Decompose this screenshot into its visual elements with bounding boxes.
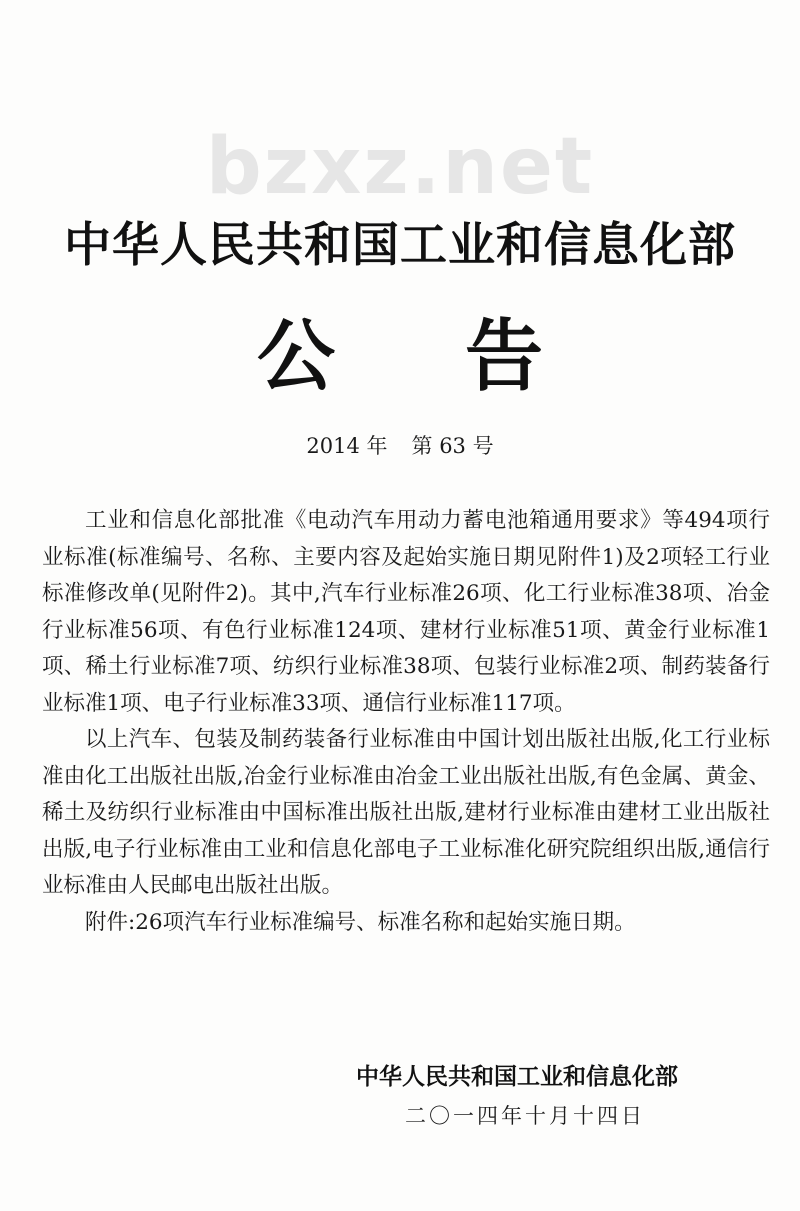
sign-date: 二〇一四年十月十四日 — [405, 1104, 645, 1128]
notice-title-char-2: 告 — [465, 312, 544, 402]
announcement-body — [42, 503, 770, 941]
body-paragraph-2: 以上汽车、包装及制药装备行业标准由中国计划出版社出版,化工行业标准由化工出版社出版,冶金行业标准由冶金工业出版社出版,有色金属、黄金、稀土及纺织行业标准由中国标准出版社出版,建材行业标准由建材工业出版社出版,电子行业标准由工业和信息化部电子工业标准化研究院组织出版,通信行业标准由人民邮电出版社出版。 — [42, 727, 770, 898]
issue-no: 第 63 号 — [411, 434, 494, 458]
body-paragraph-1: 工业和信息化部批准《电动汽车用动力蓄电池箱通用要求》等494项行业标准(标准编号、名称、主要内容及起始实施日期见附件1)及2项轻工行业标准修改单(见附件2)。其中,汽车行业标准26项、化工行业标准38项、冶金行业标准56项、有色行业标准124项、建材行业标准51项、黄金行业标准1项、稀土行业标准7项、纺织行业标准38项、包装行业标准2项、制药装备行业标准1项、电子行业标准33项、通信行业标准117项。 — [42, 508, 770, 716]
ministry-title: 中华人民共和国工业和信息化部 — [64, 218, 736, 273]
notice-title-char-1: 公 — [256, 312, 335, 402]
watermark-text: bzxz.net — [205, 122, 595, 212]
issue-number — [0, 436, 800, 457]
attachment-line: 附件:26项汽车行业标准编号、标准名称和起始实施日期。 — [85, 909, 636, 935]
signatory: 中华人民共和国工业和信息化部 — [356, 1064, 678, 1090]
issue-year: 2014 年 — [306, 434, 388, 458]
notice-title — [0, 312, 800, 402]
